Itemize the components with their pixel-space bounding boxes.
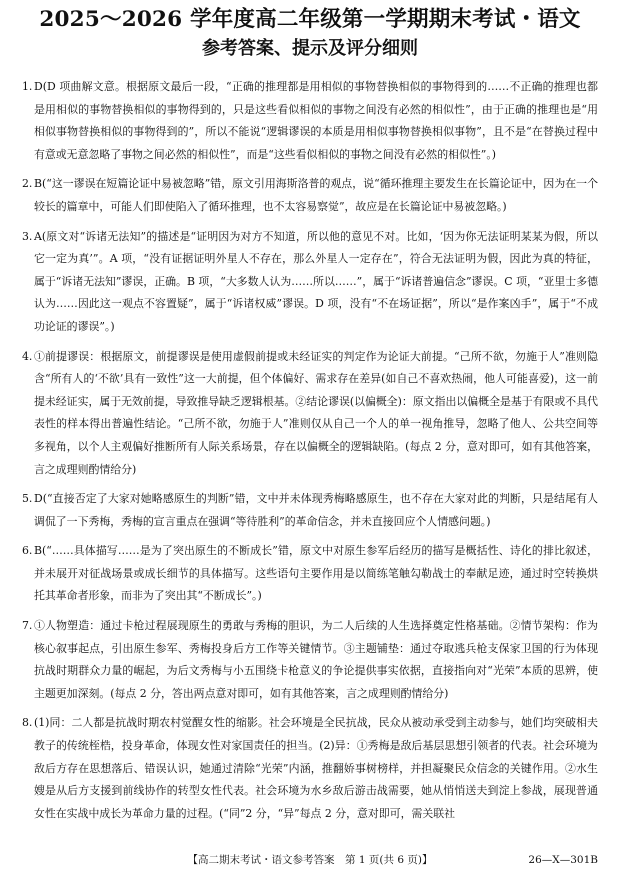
answer-list [22,76,598,825]
answer-text: D(“直接否定了大家对她略感原生的判断”错，文中并未体现秀梅略感原生，也不存在大家对此的判断，只是结尾有人调侃了一下秀梅，秀梅的宣言重点在强调“等待胜利”的革命信念，并未直接回应个人情感问题。) [34,492,598,528]
answer-number: 3. [22,229,33,243]
answer-item-6 [22,540,598,608]
answer-item-5 [22,488,598,533]
answer-number: 2. [22,177,33,191]
answer-text: ①人物塑造：通过卡枪过程展现原生的勇敢与秀梅的胆识，为二人后续的人生选择奠定性格基础。②情节架构：作为核心叙事起点，引出原生参军、秀梅投身后方工作等关键情节。③主题铺垫：通过夺取逃兵枪支保家卫国的行为体现抗战时期群众力量的崛起，为后文秀梅与小五围绕卡枪意义的争论提供事实依据，直接指向对“光荣”本质的思辨，使主题更加深刻。(每点 2 分，答出两点意对即可，如有其他答案，言之成理则酌情给分) [34,619,598,700]
answer-item-1 [22,76,598,166]
answer-text: ①前提谬误：根据原文，前提谬误是使用虚假前提或未经证实的判定作为论证大前提。“己所不欲，勿施于人”准则隐含“所有人的‘不欲’具有一致性”这一大前提，但个体偏好、需求存在差异(如自己不喜欢热闹，他人可能喜爱)，这一前提未经证实，属于无效前提，导致推导缺乏逻辑根基。②结论谬误(以偏概全)：原文指出以偏概全是基于有限或不具代表性的样本得出普遍性结论。“己所不欲，勿施于人”准则仅从自己一个人的单一视角推导，忽略了他人、公共空间等多视角，以个人主观偏好推断所有人际关系场景，存在以偏概全的逻辑缺陷。(每点 2 分，意对即可，如有其他答案，言之成理则酌情给分) [34,349,598,476]
footer-page-info: 【高二期末考试・语文参考答案 第 1 页(共 6 页)】 [187,854,433,866]
answer-item-3 [22,226,598,339]
answer-text: B(“这一谬误在短篇论证中易被忽略”错，原文引用海斯洛普的观点，说“循环推理主要发生在长篇论证中，因为在一个较长的篇章中，可能人们即使陷入了循环推理，也不太容易察觉”，故应是在长篇论证中易被忽略。) [34,177,598,213]
answer-number: 4. [22,349,33,363]
answer-text: (1)同：二人都是抗战时期农村觉醒女性的缩影。社会环境是全民抗战，民众从被动承受到主动参与，她们均突破相夫教子的传统桎梏，投身革命，体现女性对家国责任的担当。(2)异：①秀梅是敌后基层思想引领者的代表。社会环境为敌后方存在思想落后、错误认识，她通过清除“光荣”内涵，推翻娇事树榜样，并担凝聚民众信念的关键作用。②水生嫂是从后方支援到前线协作的转型女性代表。社会环境为水乡敌后游击战需要，她从悄悄送夫到淀上参战，展现普通女性在实战中成长为革命力量的过程。(“同”2 分，“异”每点 2 分，意对即可，需关联社 [34,716,598,820]
answer-text: B(“……具体描写……是为了突出原生的不断成长”错，原文中对原生参军后经历的描写是概括性、诗化的排比叙述，并未展开对征战场景或成长细节的具体描写。这些语句主要作用是以简练笔触勾勒战士的奉献足迹，通过时空转换烘托其革命者形象，而非为了突出其“不断成长”。) [34,544,598,603]
answer-number: 6. [22,544,33,558]
page-subtitle: 参考答案、提示及评分细则 [202,38,418,59]
answer-text: A(原文对“诉诸无法知”的描述是“证明因为对方不知道，所以他的意见不对。比如，‘因为你无法证明某某为假，所以它一定为真’”。A 项，“没有证据证明外星人不存在，那么外星人一定存在”，符合无法证明为假，因此为真的特征，属于“诉诸无法知”谬误，正确。B 项，“大多数人认为……所以……”，属于“诉诸普遍信念”谬误。C 项，“亚里士多德认为……因此这一观点不容置疑”，属于“诉诸权威”谬误。D 项，没有“不在场证据”，所以“是作案凶手”，属于“不成功论证的谬误”。) [34,229,598,333]
footer-exam-code: 26—X—301B [528,854,598,866]
answer-item-8 [22,712,598,825]
answer-text: D(D 项曲解文意。根据原文最后一段，“正确的推理都是用相似的事物替换相似的事物得到的……不正确的推理也都是用相似的事物替换相似的事物得到的，只是这些看似相似的事物之间没有必然的相似性”，由于正确的推理也是“用相似事物替换相似的事物得到的”，所以不能说“逻辑谬误的本质是用相似事物替换相似事物”，且不是“在替换过程中有意或无意忽略了事物之间必然的相似性”，而是“这些看似相似的事物之间没有必然的相似性”。) [34,80,598,161]
answer-number: 1. [22,80,33,93]
page-title: 2025～2026 学年度高二年级第一学期期末考试・语文 [39,7,581,32]
answer-number: 8. [22,716,33,730]
answer-item-2 [22,173,598,218]
answer-number: 7. [22,619,33,633]
answer-item-7 [22,615,598,705]
answer-item-4 [22,346,598,482]
answer-number: 5. [22,492,33,506]
